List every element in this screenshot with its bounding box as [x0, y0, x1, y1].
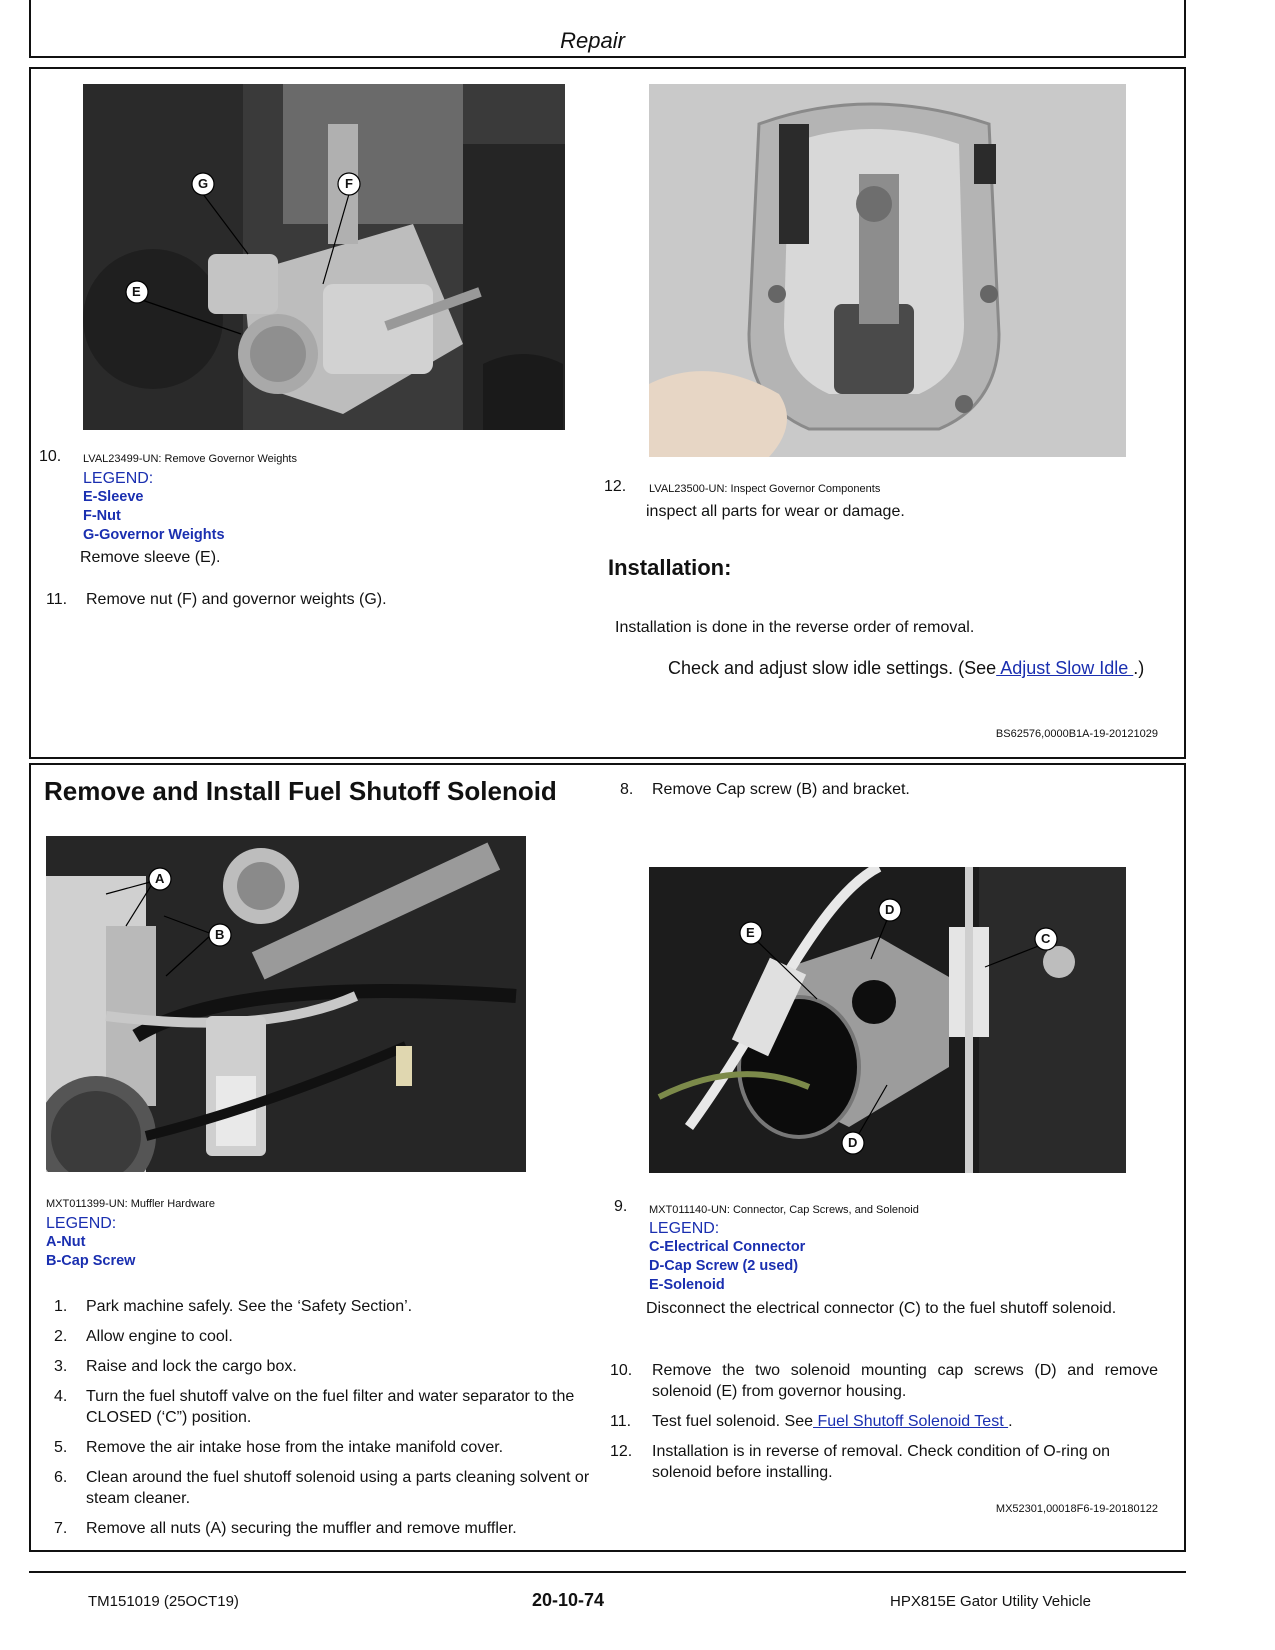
doc-id: BS62576,0000B1A-19-20121029 [995, 728, 1158, 740]
step-text: Park machine safely. See the ‘Safety Section’. [86, 1298, 413, 1315]
instruction-text: Disconnect the electrical connector (C) to the fuel shutoff solenoid. [646, 1300, 1117, 1317]
list-item [46, 1326, 598, 1347]
list-item [46, 1356, 598, 1377]
legend-item: E-Sleeve [83, 489, 144, 505]
step-number: 1. [54, 1298, 68, 1315]
adjust-slow-idle-link[interactable]: Adjust Slow Idle [996, 658, 1134, 678]
legend [46, 1215, 135, 1271]
footer-rule [29, 1571, 1186, 1573]
figure-caption: MXT011399-UN: Muffler Hardware [46, 1198, 215, 1210]
step-text: Remove the air intake hose from the intake manifold cover. [86, 1439, 504, 1456]
governor-weights-photo [83, 84, 565, 430]
step-number: 10. [610, 1362, 633, 1379]
step-number: 7. [54, 1520, 68, 1537]
step-text: Remove the two solenoid mounting cap screws (D) and remove solenoid (E) from governor housing. [652, 1362, 1158, 1400]
step-number: 8. [620, 781, 634, 798]
page-number: 20-10-74 [532, 1590, 605, 1610]
step-text: Installation is in reverse of removal. Check condition of O-ring on solenoid before installing. [652, 1443, 1110, 1481]
legend-item: B-Cap Screw [46, 1253, 136, 1269]
list-item [606, 1441, 1158, 1483]
legend-item: C-Electrical Connector [649, 1239, 806, 1255]
step-text: Turn the fuel shutoff valve on the fuel filter and water separator to the CLOSED (‘C”) position. [86, 1388, 575, 1426]
step-text: Raise and lock the cargo box. [86, 1358, 297, 1375]
step-text-end: . [1008, 1413, 1013, 1430]
solenoid-photo [649, 867, 1126, 1173]
callout-d: D [848, 1135, 858, 1150]
muffler-hardware-photo [46, 836, 526, 1172]
doc-id: MX52301,00018F6-19-20180122 [995, 1503, 1158, 1515]
governor-components-photo [649, 84, 1126, 457]
note-end: .) [1133, 658, 1145, 678]
instruction-text: inspect all parts for wear or damage. [646, 503, 905, 520]
step-number: 6. [54, 1469, 68, 1486]
step-number: 3. [54, 1358, 68, 1375]
callout-f: F [345, 176, 353, 191]
list-item [46, 1467, 598, 1509]
callout-a: A [155, 871, 165, 886]
step-text: Allow engine to cool. [86, 1328, 233, 1345]
steps-list-right [606, 1360, 1158, 1492]
step-number: 11. [46, 591, 68, 608]
step-text: Remove all nuts (A) securing the muffler and remove muffler. [86, 1520, 517, 1537]
procedure-title: Remove and Install Fuel Shutoff Solenoid [44, 776, 557, 806]
slow-idle-note [668, 656, 1158, 680]
step-number: 11. [610, 1413, 632, 1430]
list-item [606, 1360, 1158, 1402]
callout-e: E [132, 284, 141, 299]
list-item [606, 1411, 1158, 1432]
legend-title: LEGEND: [46, 1215, 117, 1232]
step-number: 2. [54, 1328, 68, 1345]
fuel-shutoff-solenoid-test-link[interactable]: Fuel Shutoff Solenoid Test [813, 1413, 1009, 1430]
legend-item: G-Governor Weights [83, 527, 225, 543]
callout-d: D [885, 902, 895, 917]
step-text: Clean around the fuel shutoff solenoid using a parts cleaning solvent or steam cleaner. [86, 1469, 590, 1507]
step-text: Remove Cap screw (B) and bracket. [652, 781, 910, 798]
legend [83, 470, 225, 545]
legend-item: F-Nut [83, 508, 121, 524]
legend [649, 1220, 805, 1295]
step-number: 12. [610, 1443, 633, 1460]
list-item [46, 1296, 598, 1317]
figure-caption: LVAL23500-UN: Inspect Governor Components [649, 483, 881, 495]
legend-item: A-Nut [46, 1234, 86, 1250]
step-number: 10. [39, 448, 62, 465]
list-item [46, 1437, 598, 1458]
step-number: 9. [614, 1198, 628, 1215]
installation-heading: Installation: [608, 555, 732, 580]
step-text: Remove nut (F) and governor weights (G). [86, 591, 387, 608]
step-text: Test fuel solenoid. See [652, 1413, 813, 1430]
vehicle-name: HPX815E Gator Utility Vehicle [890, 1593, 1091, 1610]
list-item [46, 1518, 598, 1539]
step-number: 4. [54, 1388, 68, 1405]
legend-title: LEGEND: [83, 470, 154, 487]
list-item [46, 1386, 598, 1428]
instruction-text: Remove sleeve (E). [80, 549, 221, 566]
note-text: Check and adjust slow idle settings. (See [668, 658, 997, 678]
step-number: 12. [604, 478, 627, 495]
callout-g: G [198, 176, 209, 191]
section-title: Repair [560, 28, 625, 53]
callout-b: B [215, 927, 225, 942]
figure-caption: LVAL23499-UN: Remove Governor Weights [83, 453, 297, 465]
manual-id: TM151019 (25OCT19) [88, 1593, 239, 1610]
step-number: 5. [54, 1439, 68, 1456]
callout-c: C [1041, 931, 1051, 946]
installation-text: Installation is done in the reverse order of removal. [615, 619, 975, 636]
legend-item: E-Solenoid [649, 1277, 725, 1293]
steps-list-left [46, 1296, 598, 1548]
figure-caption: MXT011140-UN: Connector, Cap Screws, and Solenoid [649, 1204, 919, 1216]
legend-item: D-Cap Screw (2 used) [649, 1258, 799, 1274]
callout-e: E [746, 925, 755, 940]
legend-title: LEGEND: [649, 1220, 720, 1237]
